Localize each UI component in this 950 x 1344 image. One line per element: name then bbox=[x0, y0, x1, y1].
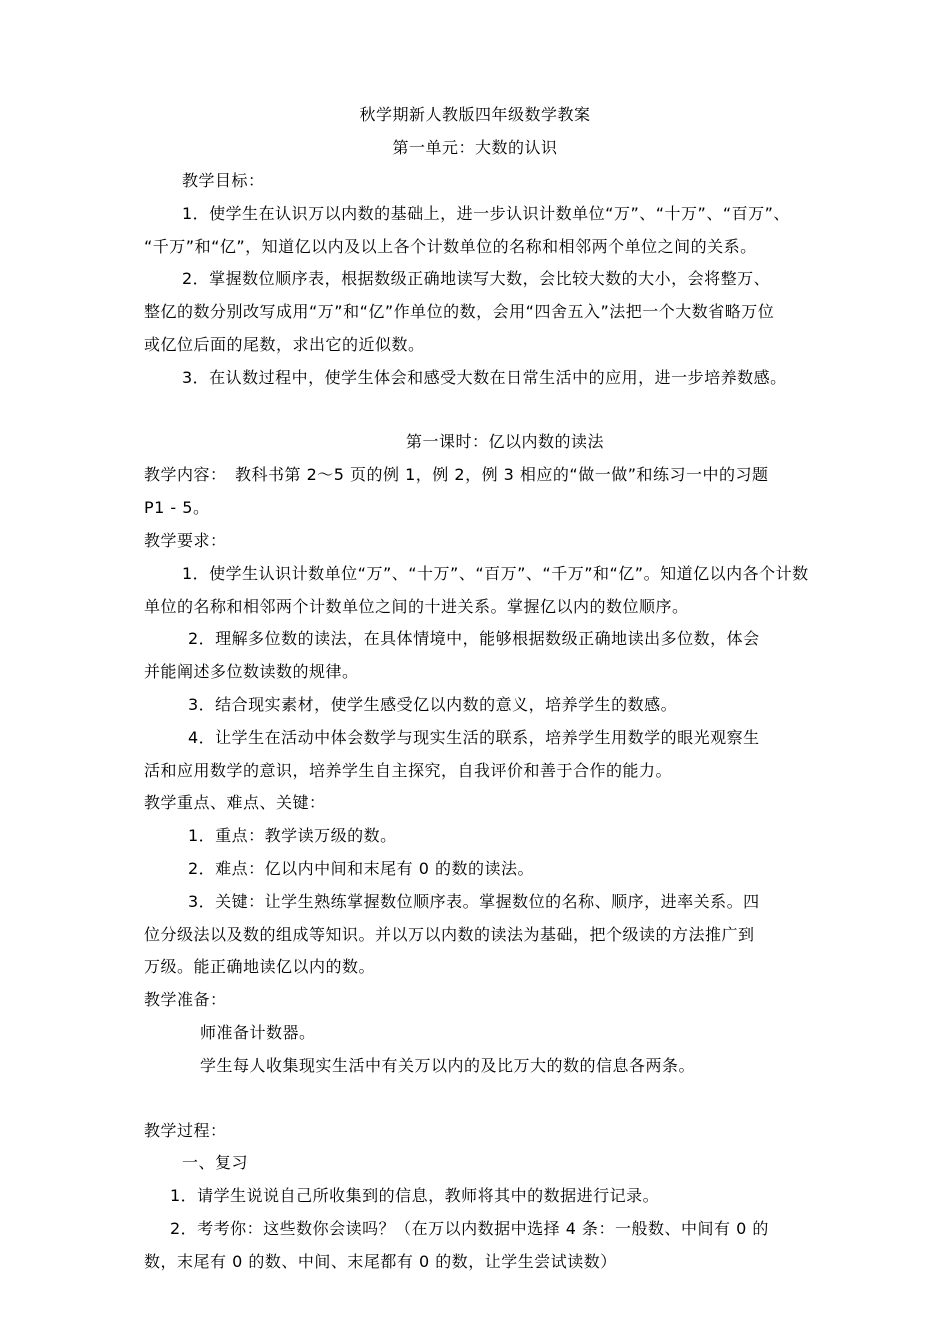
key-point-3-line-2: 位分级法以及数的组成等知识。并以万以内数的读法为基础，把个级读的方法推广到 bbox=[144, 925, 755, 944]
requirement-4-line-2: 活和应用数学的意识，培养学生自主探究，自我评价和善于合作的能力。 bbox=[144, 761, 673, 780]
objective-1-line-2: “千万”和“亿”，知道亿以内及以上各个计数单位的名称和相邻两个单位之间的关系。 bbox=[144, 237, 757, 256]
preparation-heading: 教学准备： bbox=[144, 990, 227, 1009]
review-item-2-line-2: 数，末尾有 0 的数、中间、末尾都有 0 的数，让学生尝试读数） bbox=[144, 1252, 617, 1271]
preparation-item-1: 师准备计数器。 bbox=[200, 1023, 316, 1042]
content-line-2: P1 - 5。 bbox=[144, 498, 210, 517]
process-heading: 教学过程： bbox=[144, 1121, 227, 1140]
review-item-1: 1．请学生说说自己所收集到的信息，教师将其中的数据进行记录。 bbox=[170, 1186, 660, 1205]
objective-2-line-1: 2．掌握数位顺序表，根据数级正确地读写大数，会比较大数的大小，会将整万、 bbox=[182, 269, 771, 288]
document-title: 秋学期新人教版四年级数学教案 bbox=[359, 105, 591, 124]
objective-2-line-2: 整亿的数分别改写成用“万”和“亿”作单位的数，会用“四舍五入”法把一个大数省略万位 bbox=[144, 302, 775, 321]
requirement-1-line-2: 单位的名称和相邻两个计数单位之间的十进关系。掌握亿以内的数位顺序。 bbox=[144, 597, 689, 616]
objective-1-line-1: 1．使学生在认识万以内数的基础上，进一步认识计数单位“万”、“十万”、“百万”、 bbox=[182, 204, 790, 223]
key-point-3-line-3: 万级。能正确地读亿以内的数。 bbox=[144, 957, 376, 976]
content-line-1: 教学内容： 教科书第 2～5 页的例 1，例 2，例 3 相应的“做一做”和练习一中的习题 bbox=[144, 465, 769, 484]
key-point-3-line-1: 3．关键：让学生熟练掌握数位顺序表。掌握数位的名称、顺序，进率关系。四 bbox=[188, 892, 760, 911]
requirement-4-line-1: 4．让学生在活动中体会数学与现实生活的联系，培养学生用数学的眼光观察生 bbox=[188, 728, 760, 747]
requirement-3-line-1: 3．结合现实素材，使学生感受亿以内数的意义，培养学生的数感。 bbox=[188, 695, 678, 714]
key-points-heading: 教学重点、难点、关键： bbox=[144, 793, 326, 812]
key-point-1: 1．重点：教学读万级的数。 bbox=[188, 826, 397, 845]
preparation-item-2: 学生每人收集现实生活中有关万以内的及比万大的数的信息各两条。 bbox=[200, 1056, 696, 1075]
requirement-2-line-1: 2．理解多位数的读法，在具体情境中，能够根据数级正确地读出多位数，体会 bbox=[188, 629, 760, 648]
unit-title: 第一单元：大数的认识 bbox=[392, 138, 558, 157]
review-heading: 一、复习 bbox=[182, 1153, 249, 1172]
lesson-title: 第一课时：亿以内数的读法 bbox=[406, 432, 605, 451]
objective-3-line-1: 3．在认数过程中，使学生体会和感受大数在日常生活中的应用，进一步培养数感。 bbox=[182, 368, 787, 387]
requirements-heading: 教学要求： bbox=[144, 531, 227, 550]
review-item-2-line-1: 2．考考你：这些数你会读吗？（在万以内数据中选择 4 条：一般数、中间有 0 的 bbox=[170, 1219, 769, 1238]
objective-2-line-3: 或亿位后面的尾数，求出它的近似数。 bbox=[144, 335, 425, 354]
requirement-1-line-1: 1．使学生认识计数单位“万”、“十万”、“百万”、“千万”和“亿”。知道亿以内各个计数 bbox=[182, 564, 809, 583]
key-point-2: 2．难点：亿以内中间和末尾有 0 的数的读法。 bbox=[188, 859, 535, 878]
requirement-2-line-2: 并能阐述多位数读数的规律。 bbox=[144, 662, 359, 681]
objectives-heading: 教学目标： bbox=[182, 171, 265, 190]
